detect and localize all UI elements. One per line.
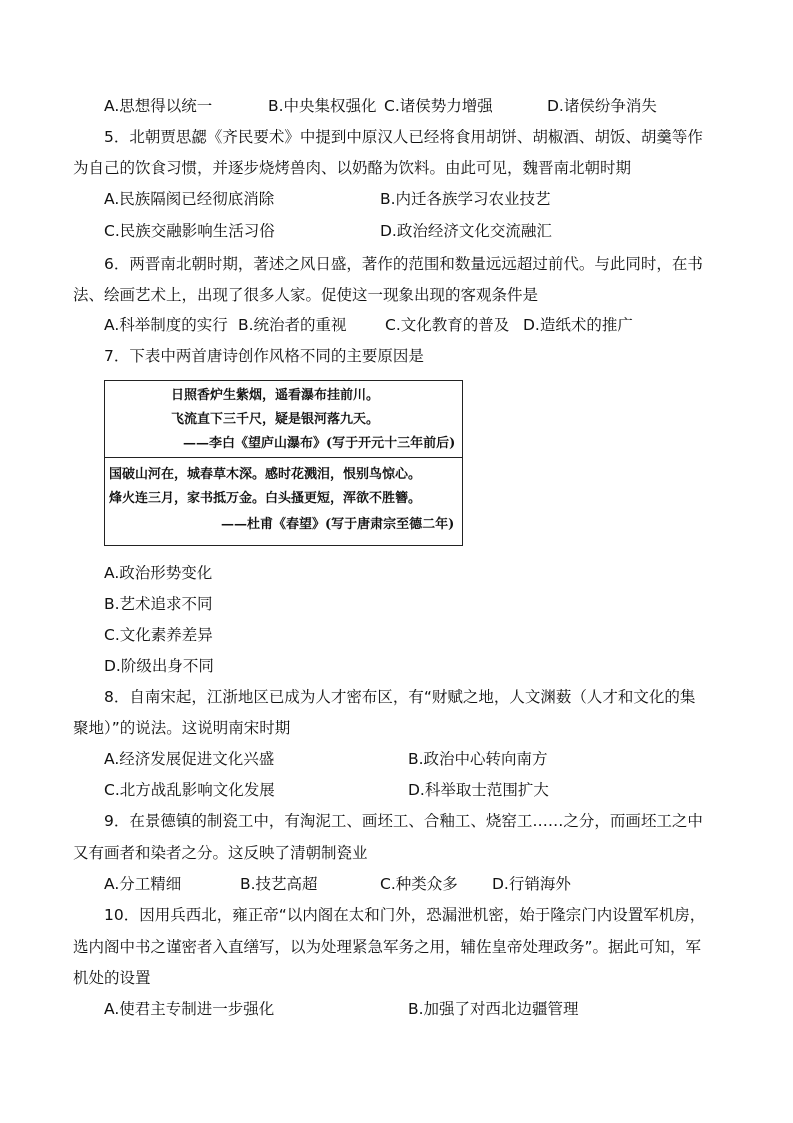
q9-option-a: A.分工精细 [104,875,182,893]
q10-stem-line2: 选内阁中书之谨密者入直缮写，以为处理紧急军务之用，辅佐皇帝处理政务”。据此可知，军 [73,938,702,956]
poem2-line1: 国破山河在，城春草木深。感时花溅泪，恨别鸟惊心。 [109,467,422,482]
q7-option-d: D.阶级出身不同 [104,657,214,675]
q4-option-a: A.思想得以统一 [104,97,213,115]
q9-option-b: B.技艺高超 [240,875,318,893]
q8-stem-line2: 聚地）”的说法。这说明南宋时期 [73,719,291,737]
q6-option-a: A.科举制度的实行 [104,316,228,334]
q4-option-b: B.中央集权强化 [268,97,377,115]
q5-option-c: C.民族交融影响生活习俗 [104,222,275,240]
q7-option-b: B.艺术追求不同 [104,595,213,613]
poem-du-fu-cell [105,458,462,545]
q6-option-b: B.统治者的重视 [238,316,347,334]
q7-option-c: C.文化素养差异 [104,626,213,644]
q6-stem-line2: 法、绘画艺术上，出现了很多人家。促使这一现象出现的客观条件是 [73,286,539,304]
q10-stem-line1: 10．因用兵西北，雍正帝“以内阁在太和门外，恐漏泄机密，始于隆宗门内设置军机房， [104,906,706,924]
poem2-attribution: ——杜甫《春望》(写于唐肃宗至德二年) [221,517,455,532]
q4-option-d: D.诸侯纷争消失 [547,97,657,115]
q8-option-b: B.政治中心转向南方 [408,750,548,768]
q9-option-d: D.行销海外 [492,875,571,893]
q9-stem-line1: 9．在景德镇的制瓷工中，有淘泥工、画坯工、合釉工、烧窑工……之分，而画坯工之中 [104,812,703,830]
q10-stem-line3: 机处的设置 [73,969,151,987]
q9-option-c: C.种类众多 [380,875,458,893]
q7-stem: 7．下表中两首唐诗创作风格不同的主要原因是 [104,347,424,365]
q6-stem-line1: 6．两晋南北朝时期，著述之风日盛，著作的范围和数量远远超过前代。与此同时，在书 [104,255,703,273]
q9-stem-line2: 又有画者和染者之分。这反映了清朝制瓷业 [73,844,368,862]
q5-option-b: B.内迁各族学习农业技艺 [380,190,551,208]
q5-option-a: A.民族隔阂已经彻底消除 [104,190,275,208]
q8-stem-line1: 8．自南宋起，江浙地区已成为人才密布区，有“财赋之地，人文渊薮（人才和文化的集 [104,688,696,706]
q6-option-c: C.文化教育的普及 [385,316,510,334]
q10-option-a: A.使君主专制进一步强化 [104,1000,275,1018]
q4-option-c: C.诸侯势力增强 [384,97,493,115]
poem-table [104,380,463,546]
q7-option-a: A.政治形势变化 [104,564,213,582]
poem1-attribution: ——李白《望庐山瀑布》(写于开元十三年前后) [183,436,456,451]
q8-option-d: D.科举取士范围扩大 [408,781,549,799]
poem2-line2: 烽火连三月，家书抵万金。白头搔更短，浑欲不胜簪。 [109,491,422,506]
poem-li-bai-cell [105,381,462,458]
poem1-line1: 日照香炉生紫烟，遥看瀑布挂前川。 [171,388,380,403]
q5-stem-line1: 5．北朝贾思勰《齐民要术》中提到中原汉人已经将食用胡饼、胡椒酒、胡饭、胡羹等作 [104,128,703,146]
q5-stem-line2: 为自己的饮食习惯，并逐步烧烤兽肉、以奶酪为饮料。由此可见，魏晋南北朝时期 [73,159,632,177]
q8-option-c: C.北方战乱影响文化发展 [104,781,275,799]
q5-option-d: D.政治经济文化交流融汇 [380,222,552,240]
poem1-line2: 飞流直下三千尺，疑是银河落九天。 [171,412,380,427]
q10-option-b: B.加强了对西北边疆管理 [408,1000,579,1018]
q8-option-a: A.经济发展促进文化兴盛 [104,750,275,768]
q6-option-d: D.造纸术的推广 [523,316,633,334]
